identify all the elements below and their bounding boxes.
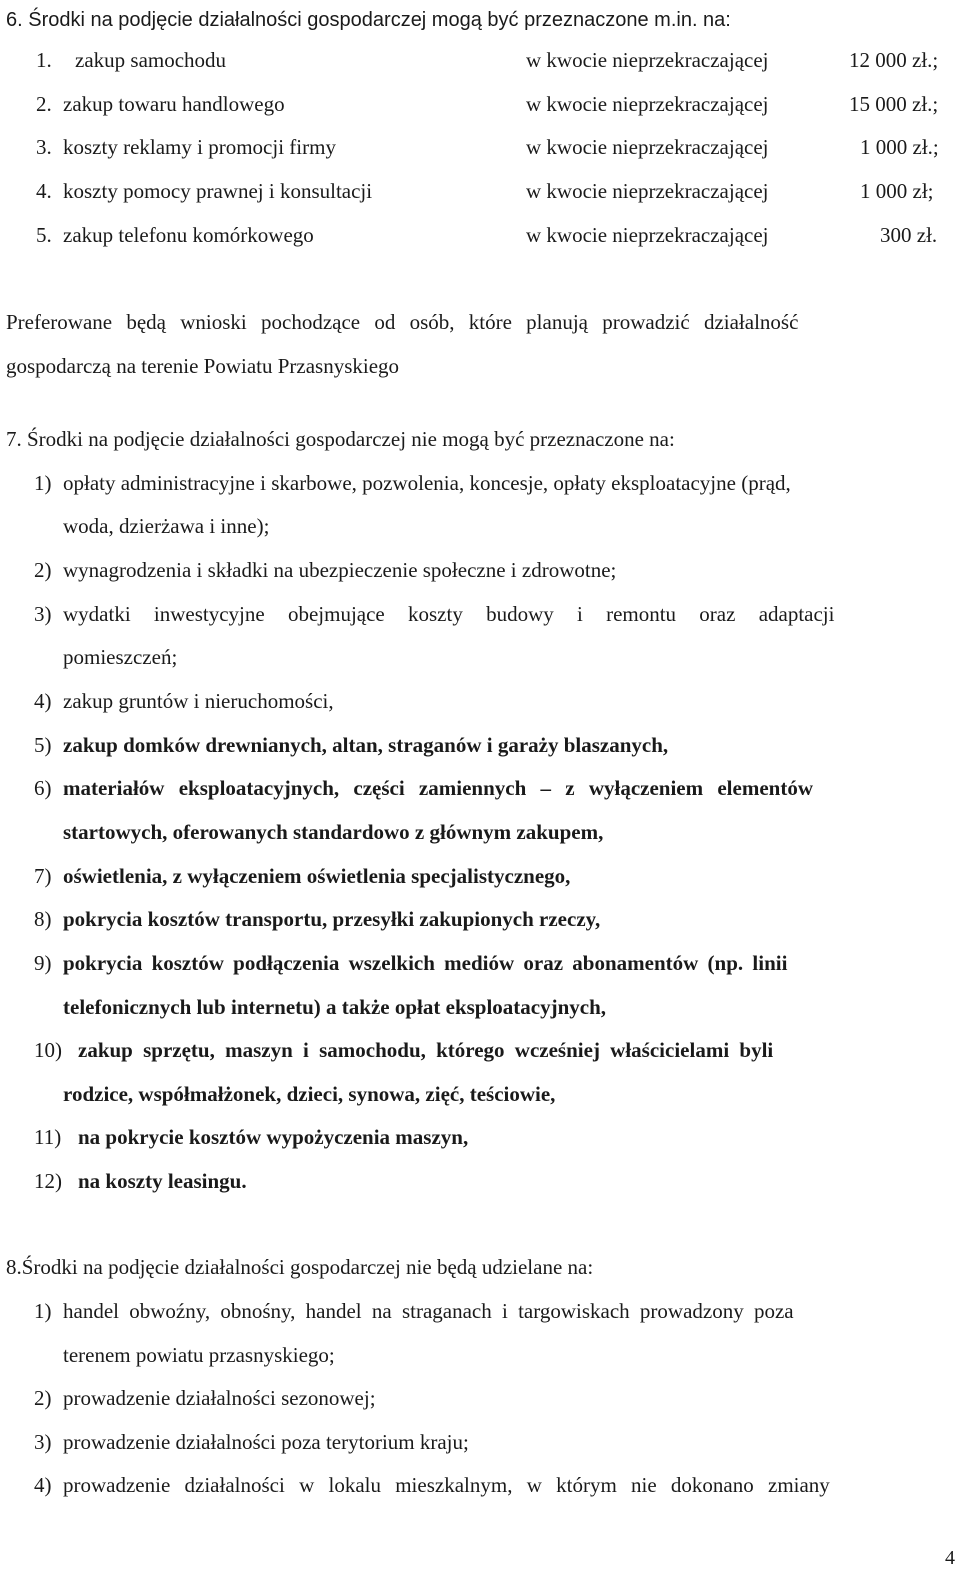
- section7-item-9-line-2: telefonicznych lub internetu) a także opłat eksploatacyjnych,: [63, 995, 607, 1019]
- list-number: 9): [34, 951, 52, 975]
- section7-item-6-line-2: startowych, oferowanych standardowo z głównym zakupem,: [63, 820, 604, 844]
- section7-item-4: zakup gruntów i nieruchomości,: [63, 689, 334, 713]
- item-condition: w kwocie nieprzekraczającej: [526, 179, 769, 203]
- item-number: 3.: [36, 135, 52, 159]
- list-number: 5): [34, 733, 52, 757]
- section8-item-2: prowadzenie działalności sezonowej;: [63, 1386, 376, 1410]
- item-amount: 12 000 zł.;: [849, 48, 939, 72]
- item-amount: 300 zł.: [880, 223, 938, 247]
- list-number: 7): [34, 864, 52, 888]
- list-number: 8): [34, 907, 52, 931]
- item-name: koszty reklamy i promocji firmy: [63, 135, 336, 159]
- list-number: 4): [34, 689, 52, 713]
- section8-item-4-line-1: prowadzenie działalności w lokalu mieszkalnym, w którym nie dokonano zmiany: [63, 1473, 830, 1497]
- item-condition: w kwocie nieprzekraczającej: [526, 48, 769, 72]
- section7-item-7: oświetlenia, z wyłączeniem oświetlenia specjalistycznego,: [63, 864, 571, 888]
- list-number: 10): [34, 1038, 62, 1062]
- item-name: zakup samochodu: [75, 48, 227, 72]
- item-amount: 15 000 zł.;: [849, 92, 939, 116]
- list-number: 11): [34, 1125, 62, 1149]
- section8-heading: 8.Środki na podjęcie działalności gospodarczej nie będą udzielane na:: [6, 1255, 594, 1279]
- list-number: 12): [34, 1169, 62, 1193]
- section7-item-1-line-2: woda, dzierżawa i inne);: [63, 514, 270, 538]
- section7-item-6-line-1: materiałów eksploatacyjnych, części zamiennych – z wyłączeniem elementów: [63, 776, 813, 800]
- preference-justified: [6, 308, 956, 336]
- section7-item-5: zakup domków drewnianych, altan, straganów i garaży blaszanych,: [63, 733, 669, 757]
- item-amount: 1 000 zł.;: [860, 135, 939, 159]
- list-number: 3): [34, 602, 52, 626]
- section7-heading: 7. Środki na podjęcie działalności gospodarczej nie mogą być przeznaczone na:: [6, 427, 675, 451]
- section7-item-3-line-2: pomieszczeń;: [63, 645, 178, 669]
- preference-paragraph-line-2: gospodarczą na terenie Powiatu Przasnyskiego: [6, 354, 400, 378]
- list-number: 2): [34, 1386, 52, 1410]
- section7-item-1-line-1: opłaty administracyjne i skarbowe, pozwolenia, koncesje, opłaty eksploatacyjne (prąd,: [63, 471, 791, 495]
- section7-item-2: wynagrodzenia i składki na ubezpieczenie społeczne i zdrowotne;: [63, 558, 617, 582]
- section8-item-1-line-2: terenem powiatu przasnyskiego;: [63, 1343, 335, 1367]
- item-condition: w kwocie nieprzekraczającej: [526, 135, 769, 159]
- section6-heading: 6. Środki na podjęcie działalności gospodarczej mogą być przeznaczone m.in. na:: [6, 9, 731, 31]
- item-condition: w kwocie nieprzekraczającej: [526, 223, 769, 247]
- preference-text: Preferowane będą wnioski pochodzące od osób, które planują prowadzić działalność: [6, 310, 799, 334]
- item-number: 2.: [36, 92, 52, 116]
- section8-item-3: prowadzenie działalności poza terytorium kraju;: [63, 1430, 469, 1454]
- section8-item-1-line-1: handel obwoźny, obnośny, handel na straganach i targowiskach prowadzony poza: [63, 1299, 794, 1323]
- item-condition: w kwocie nieprzekraczającej: [526, 92, 769, 116]
- item-name: zakup towaru handlowego: [63, 92, 285, 116]
- list-number: 1): [34, 1299, 52, 1323]
- page-number: 4: [945, 1547, 955, 1569]
- item-number: 5.: [36, 223, 52, 247]
- list-number: 6): [34, 776, 52, 800]
- section7-item-9-line-1: pokrycia kosztów podłączenia wszelkich mediów oraz abonamentów (np. linii: [63, 951, 788, 975]
- item-amount: 1 000 zł;: [860, 179, 934, 203]
- section7-item-3-line-1: wydatki inwestycyjne obejmujące koszty budowy i remontu oraz adaptacji: [63, 602, 835, 626]
- list-number: 3): [34, 1430, 52, 1454]
- list-number: 2): [34, 558, 52, 582]
- item-name: zakup telefonu komórkowego: [63, 223, 314, 247]
- preference-paragraph-line-1: [6, 308, 956, 336]
- section7-item-8: pokrycia kosztów transportu, przesyłki zakupionych rzeczy,: [63, 907, 601, 931]
- section7-item-11: na pokrycie kosztów wypożyczenia maszyn,: [78, 1125, 469, 1149]
- list-number: 4): [34, 1473, 52, 1497]
- item-name: koszty pomocy prawnej i konsultacji: [63, 179, 373, 203]
- section7-item-12: na koszty leasingu.: [78, 1169, 247, 1193]
- item-number: 1.: [36, 48, 52, 72]
- list-number: 1): [34, 471, 52, 495]
- section7-item-10-line-2: rodzice, współmałżonek, dzieci, synowa, zięć, teściowie,: [63, 1082, 556, 1106]
- item-number: 4.: [36, 179, 52, 203]
- section7-item-10-line-1: zakup sprzętu, maszyn i samochodu, którego wcześniej właścicielami byli: [78, 1038, 774, 1062]
